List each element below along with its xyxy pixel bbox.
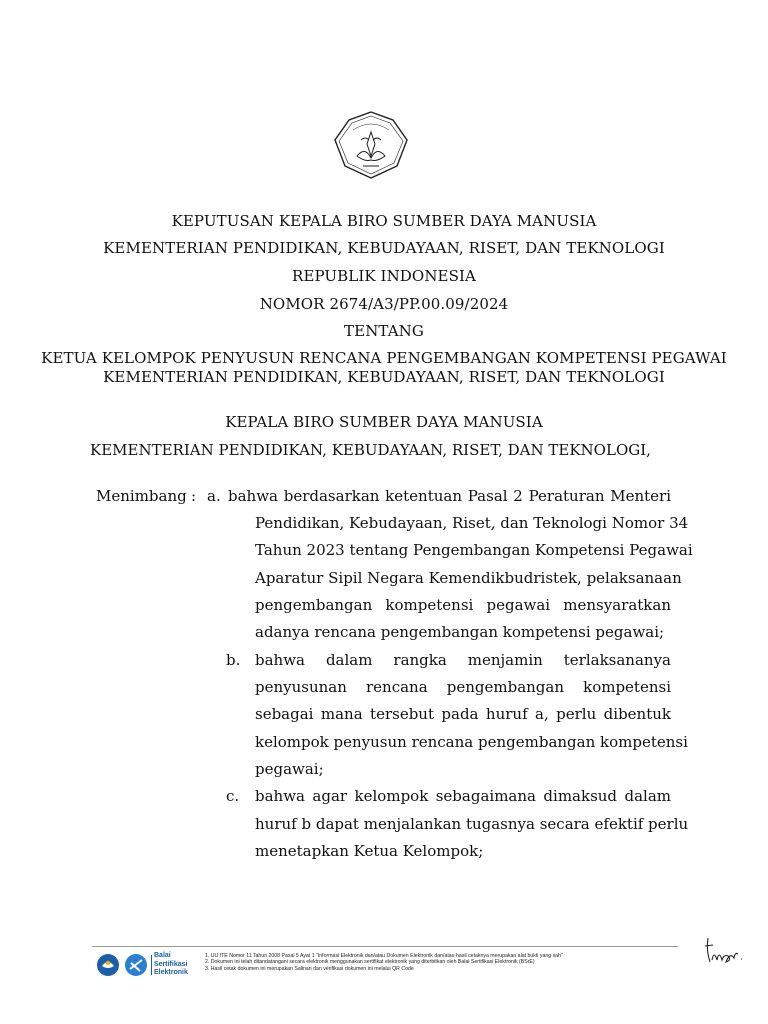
item-b-line: penyusunan rencana pengembangan kompetensi [255, 678, 671, 696]
item-c-line: bahwa agar kelompok sebagaimana dimaksud dalam [255, 787, 671, 805]
tut-wuri-handayani-emblem-icon [331, 110, 411, 180]
footer-divider [92, 946, 678, 947]
item-b-line: kelompok penyusun rencana pengembangan kompetensi [255, 733, 688, 751]
subject-line-2: KEMENTERIAN PENDIDIKAN, KEBUDAYAAN, RISET, DAN TEKNOLOGI [103, 368, 665, 386]
item-b-line: pegawai; [255, 760, 324, 778]
footer-note: 2. Dokumen ini telah ditandatangani secara elektronik menggunakan sertifikat elektronik yang diterbitkan oleh Balai Sertifikasi Elektronik (BSrE) [205, 959, 535, 966]
initials-signature-icon [702, 932, 746, 972]
item-marker-c: c. [226, 787, 240, 805]
bsre-name [154, 952, 188, 978]
bsre-name-line: Sertifikasi [154, 960, 188, 968]
item-c-line: huruf b dapat menjalankan tugasnya secara efektif perlu [255, 815, 689, 833]
country-name: REPUBLIK INDONESIA [292, 267, 476, 285]
bsre-name-line: Balai [154, 952, 171, 959]
item-marker-a: a. [207, 487, 221, 505]
footer-note: 1. UU ITE Nomor 11 Tahun 2008 Pasal 5 Ayat 1 "Informasi Elektronik dan/atau Dokumen Elektronik dan/atau hasil cetaknya merupakan alat bukti yang sah" [205, 953, 563, 959]
bsre-name-line: Elektronik [154, 969, 188, 976]
ministry-name: KEMENTERIAN PENDIDIKAN, KEBUDAYAAN, RISET, DAN TEKNOLOGI [103, 239, 665, 257]
item-b-line: bahwa dalam rangka menjamin terlaksananya [255, 651, 671, 669]
subject-line-1: KETUA KELOMPOK PENYUSUN RENCANA PENGEMBANGAN KOMPETENSI PEGAWAI [41, 349, 727, 367]
footer-notes [205, 953, 563, 972]
item-a-line: adanya rencana pengembangan kompetensi pegawai; [255, 623, 665, 641]
item-c-line: menetapkan Ketua Kelompok; [255, 842, 484, 860]
considering-colon: : [191, 487, 197, 505]
decree-number: NOMOR 2674/A3/PP.00.09/2024 [259, 295, 509, 313]
issuer-ministry: KEMENTERIAN PENDIDIKAN, KEBUDAYAAN, RISET, DAN TEKNOLOGI, [90, 441, 651, 459]
item-a-line: Pendidikan, Kebudayaan, Riset, dan Teknologi Nomor 34 [255, 514, 689, 532]
about-label: TENTANG [344, 322, 424, 340]
item-a-line: bahwa berdasarkan ketentuan Pasal 2 Peraturan Menteri [228, 487, 671, 505]
item-a-line: Aparatur Sipil Negara Kemendikbudristek, pelaksanaan [255, 569, 682, 587]
item-b-line: sebagai mana tersebut pada huruf a, perlu dibentuk [255, 705, 671, 723]
item-a-line: pengembangan kompetensi pegawai mensyaratkan [255, 596, 671, 614]
decree-title: KEPUTUSAN KEPALA BIRO SUMBER DAYA MANUSIA [171, 212, 597, 230]
footer-note: 3. Hasil cetak dokumen ini merupakan Salinan dan verifikasi dokumen ini melalui QR Code [205, 965, 414, 972]
issuer-title: KEPALA BIRO SUMBER DAYA MANUSIA [225, 413, 543, 431]
considering-label: Menimbang [96, 487, 187, 505]
item-a-line: Tahun 2023 tentang Pengembangan Kompetensi Pegawai [255, 541, 693, 559]
item-marker-b: b. [226, 651, 241, 669]
